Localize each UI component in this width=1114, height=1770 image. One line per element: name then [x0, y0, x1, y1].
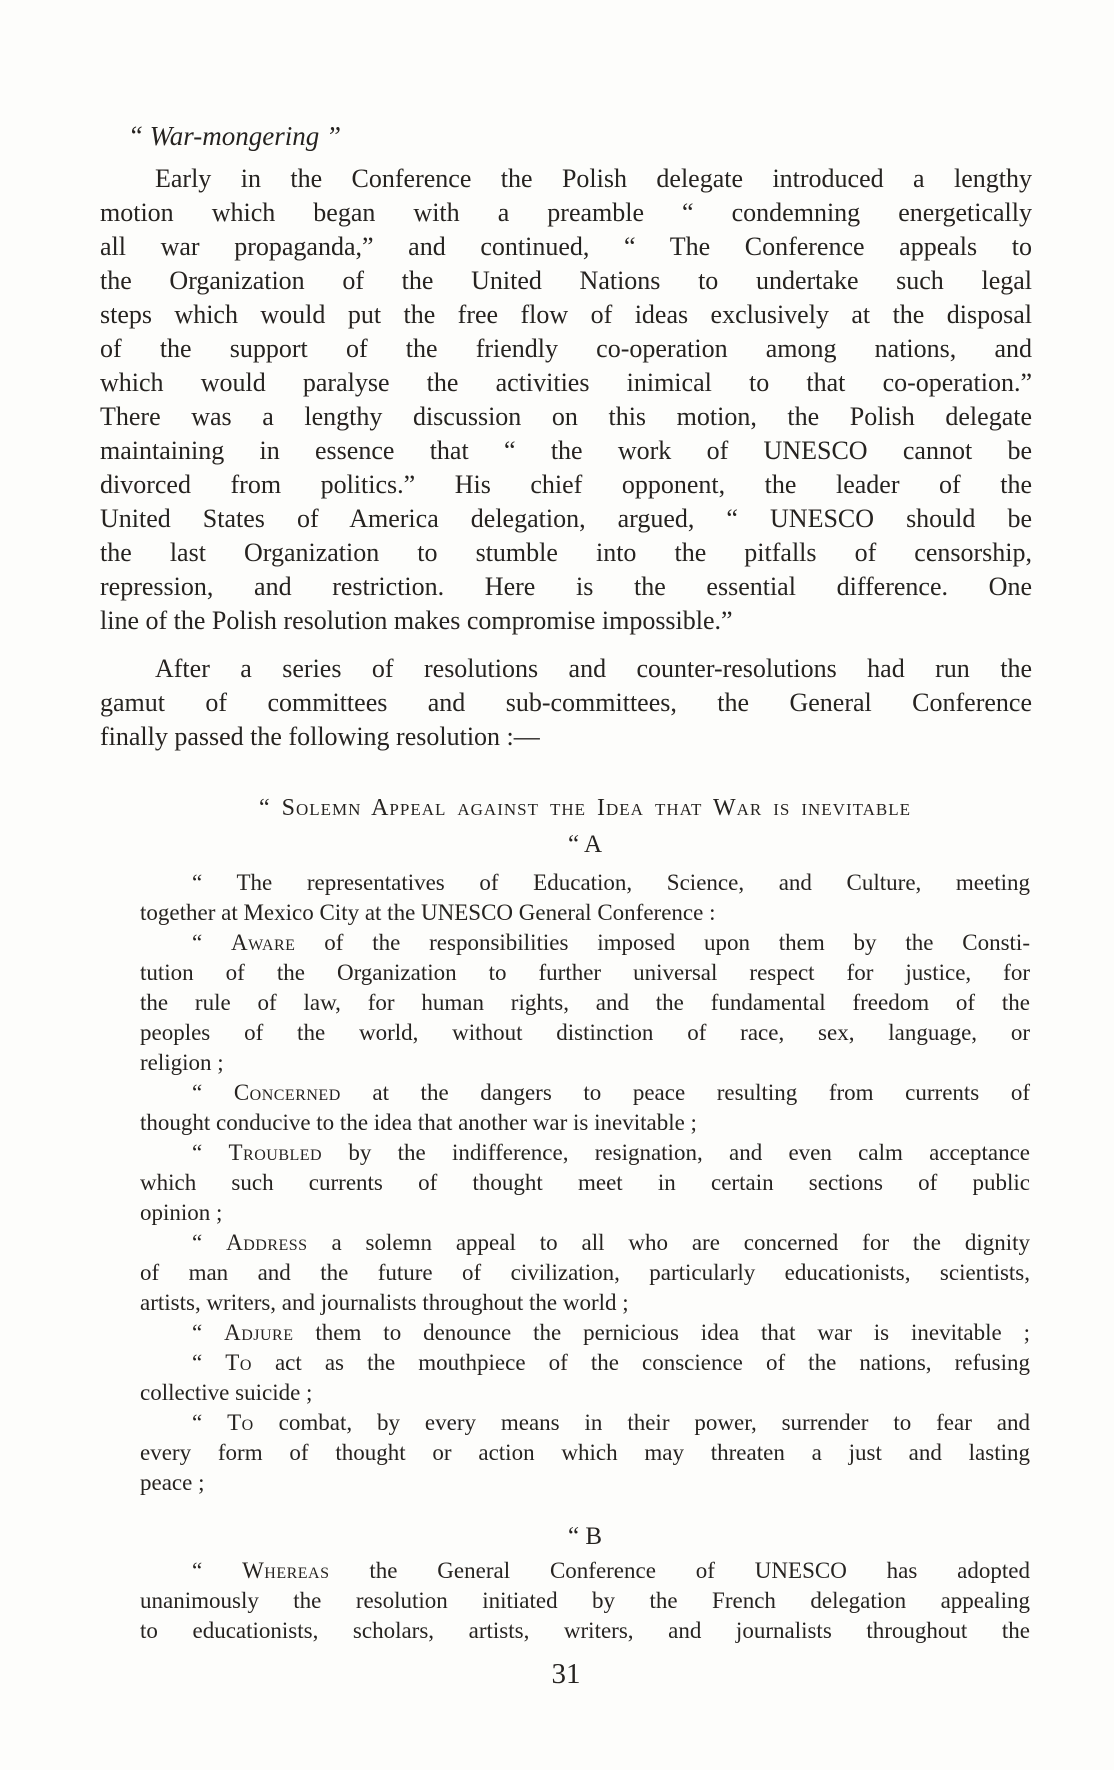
text-line: thought conducive to the idea that another war is inevitable ; [140, 1110, 697, 1135]
text-line: repression, and restriction. Here is the essential difference. One [100, 572, 1032, 601]
text-line: unanimously the resolution initiated by the French delegation appealing [140, 1588, 1030, 1613]
text-line: tution of the Organization to further universal respect for justice, for [140, 960, 1030, 985]
text-line: “ Concerned at the dangers to peace resulting from currents of [192, 1080, 1030, 1105]
resolution-paragraphs-a [140, 868, 1030, 1498]
resolution-paragraph [140, 1408, 1030, 1498]
text-line: all war propaganda,” and continued, “ The Conference appeals to [100, 232, 1032, 261]
small-caps-word: To [225, 1350, 252, 1375]
small-caps-word: Whereas [242, 1558, 330, 1583]
resolution-paragraph [140, 1228, 1030, 1318]
text-line: “ Troubled by the indifference, resignation, and even calm acceptance [192, 1140, 1030, 1165]
text-line: After a series of resolutions and counter-resolutions had run the [155, 654, 1032, 683]
resolution-paragraph [140, 1318, 1030, 1348]
resolution-block [140, 792, 1030, 1646]
resolution-paragraph [140, 1078, 1030, 1138]
text-line: “ Aware of the responsibilities imposed upon them by the Consti- [192, 930, 1030, 955]
resolution-paragraph [140, 1556, 1030, 1646]
text-line: divorced from politics.” His chief opponent, the leader of the [100, 470, 1032, 499]
text-line: Early in the Conference the Polish delegate introduced a lengthy [155, 164, 1032, 193]
text-line: “ Address a solemn appeal to all who are concerned for the dignity [192, 1230, 1030, 1255]
small-caps-word: Troubled [228, 1140, 323, 1165]
section-heading: “ War-mongering ” [128, 121, 341, 151]
text-line: to educationists, scholars, artists, writers, and journalists throughout the [140, 1618, 1030, 1643]
text-line: “ Adjure them to denounce the pernicious idea that war is inevitable ; [192, 1320, 1030, 1345]
resolution-paragraphs-b [140, 1556, 1030, 1646]
resolution-section-a-label: “ A [567, 831, 603, 858]
resolution-paragraph [140, 868, 1030, 928]
text-line: “ The representatives of Education, Science, and Culture, meeting [192, 870, 1030, 895]
resolution-title: “ Solemn Appeal against the Idea that War is inevitable [258, 795, 912, 821]
text-line: together at Mexico City at the UNESCO General Conference : [140, 900, 716, 925]
page-number: 31 [551, 1658, 581, 1690]
small-caps-word: Aware [231, 930, 296, 955]
small-caps-word: Adjure [224, 1320, 294, 1345]
small-caps-word: To [227, 1410, 254, 1435]
text-line: “ Whereas the General Conference of UNESCO has adopted [192, 1558, 1030, 1583]
text-line: artists, writers, and journalists throughout the world ; [140, 1290, 629, 1315]
resolution-paragraph [140, 928, 1030, 1078]
text-line: maintaining in essence that “ the work of UNESCO cannot be [100, 436, 1032, 465]
text-line: “ To combat, by every means in their power, surrender to fear and [192, 1410, 1030, 1435]
text-line: There was a lengthy discussion on this motion, the Polish delegate [100, 402, 1032, 431]
text-line: United States of America delegation, argued, “ UNESCO should be [100, 504, 1032, 533]
text-line: peace ; [140, 1470, 205, 1495]
text-line: religion ; [140, 1050, 224, 1075]
text-line: “ To act as the mouthpiece of the conscience of the nations, refusing [192, 1350, 1030, 1375]
text-line: which would paralyse the activities inimical to that co-operation.” [100, 368, 1032, 397]
small-caps-word: Concerned [233, 1080, 341, 1105]
text-line: of the support of the friendly co-operation among nations, and [100, 334, 1032, 363]
text-line: the Organization of the United Nations to undertake such legal [100, 266, 1032, 295]
resolution-paragraph [140, 1348, 1030, 1408]
text-line: of man and the future of civilization, particularly educationists, scientists, [140, 1260, 1030, 1285]
text-line: the last Organization to stumble into the pitfalls of censorship, [100, 538, 1032, 567]
text-line: the rule of law, for human rights, and the fundamental freedom of the [140, 990, 1030, 1015]
text-line: which such currents of thought meet in certain sections of public [140, 1170, 1030, 1195]
text-line: line of the Polish resolution makes compromise impossible.” [100, 606, 733, 635]
text-line: opinion ; [140, 1200, 223, 1225]
text-line: motion which began with a preamble “ condemning energetically [100, 198, 1032, 227]
resolution-section-b-label: “ B [567, 1523, 603, 1550]
text-line: every form of thought or action which may threaten a just and lasting [140, 1440, 1030, 1465]
small-caps-word: Address [226, 1230, 308, 1255]
paragraph [100, 652, 1032, 754]
text-line: peoples of the world, without distinction of race, sex, language, or [140, 1020, 1030, 1045]
paragraph [100, 162, 1032, 638]
resolution-paragraph [140, 1138, 1030, 1228]
text-line: gamut of committees and sub-committees, the General Conference [100, 688, 1032, 717]
text-line: steps which would put the free flow of ideas exclusively at the disposal [100, 300, 1032, 329]
text-line: finally passed the following resolution :— [100, 722, 540, 751]
main-paragraphs [100, 162, 1032, 754]
text-line: collective suicide ; [140, 1380, 313, 1405]
